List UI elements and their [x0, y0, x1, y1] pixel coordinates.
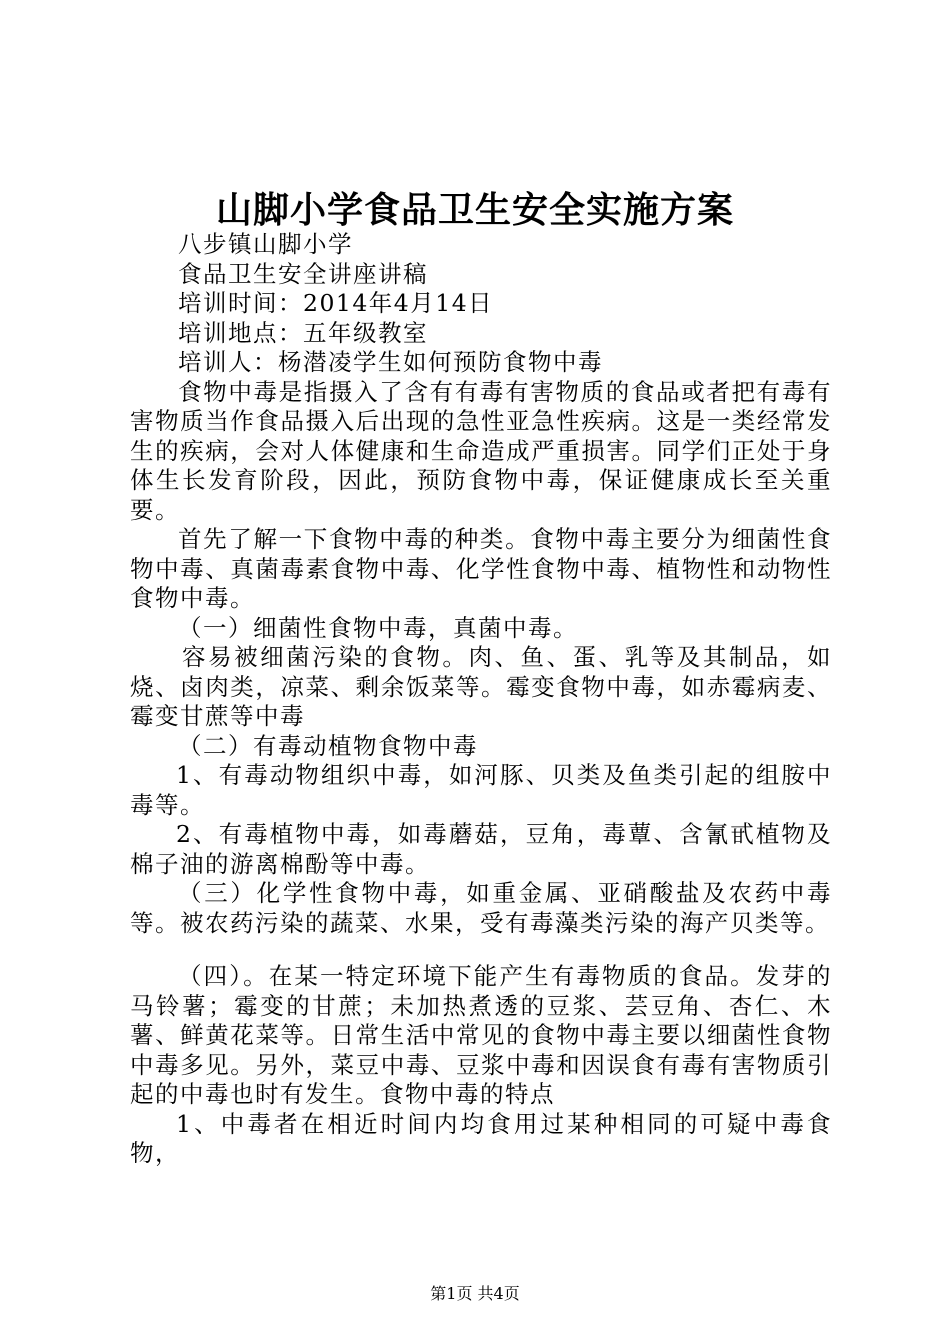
school-name: 八步镇山脚小学 [178, 230, 353, 258]
section-heading-4: （四）。在某一特定环境下能产生有毒物质的食品。发芽的马铃薯；霉变的甘蔗；未加热煮透的豆浆、芸豆角、杏仁、木薯、鲜黄花菜等。日常生活中常见的食物中毒主要以细菌性食物中毒多见。另外，菜豆中毒、豆浆中毒和因误食有毒有害物质引起的中毒也时有发生。食物中毒的特点 [130, 962, 832, 1108]
section-heading-2: （二）有毒动植物食物中毒 [178, 731, 478, 760]
list-item-animal: 1、有毒动物组织中毒，如河豚、贝类及鱼类引起的组胺中毒等。 [130, 761, 832, 819]
paragraph-bacteria: 容易被细菌污染的食物。肉、鱼、蛋、乳等及其制品，如烧、卤肉类，凉菜、剩余饭菜等。霉变食物中毒，如赤霉病麦、霉变甘蔗等中毒 [130, 643, 832, 730]
training-place: 培训地点：五年级教室 [178, 318, 428, 347]
section-heading-1: （一）细菌性食物中毒，真菌中毒。 [178, 613, 578, 642]
section-heading-3: （三）化学性食物中毒，如重金属、亚硝酸盐及农药中毒等。被农药污染的蔬菜、水果，受有毒藻类污染的海产贝类等。 [130, 879, 832, 937]
list-item-plant: 2、有毒植物中毒，如毒蘑菇，豆角，毒蕈、含氰甙植物及棉子油的游离棉酚等中毒。 [130, 820, 832, 878]
document-title: 山脚小学食品卫生安全实施方案 [215, 189, 734, 231]
paragraph-gap [130, 938, 832, 962]
list-item-feature-1: 1、中毒者在相近时间内均食用过某种相同的可疑中毒食物， [130, 1109, 832, 1167]
training-time: 培训时间：2014年4月14日 [178, 289, 494, 317]
document-type: 食品卫生安全讲座讲稿 [178, 259, 428, 288]
page-footer: 第1页 共4页 [430, 1284, 520, 1303]
document-body [130, 230, 832, 1169]
paragraph-types: 首先了解一下食物中毒的种类。食物中毒主要分为细菌性食物中毒、真菌毒素食物中毒、化学性食物中毒、植物性和动物性食物中毒。 [130, 525, 832, 612]
paragraph-intro: 食物中毒是指摄入了含有有毒有害物质的食品或者把有毒有害物质当作食品摄入后出现的急性亚急性疾病。这是一类经常发生的疾病，会对人体健康和生命造成严重损害。同学们正处于身体生长发育阶段，因此，预防食物中毒，保证健康成长至关重要。 [130, 377, 832, 524]
trainer-line: 培训人：杨潜凌学生如何预防食物中毒 [178, 348, 603, 376]
